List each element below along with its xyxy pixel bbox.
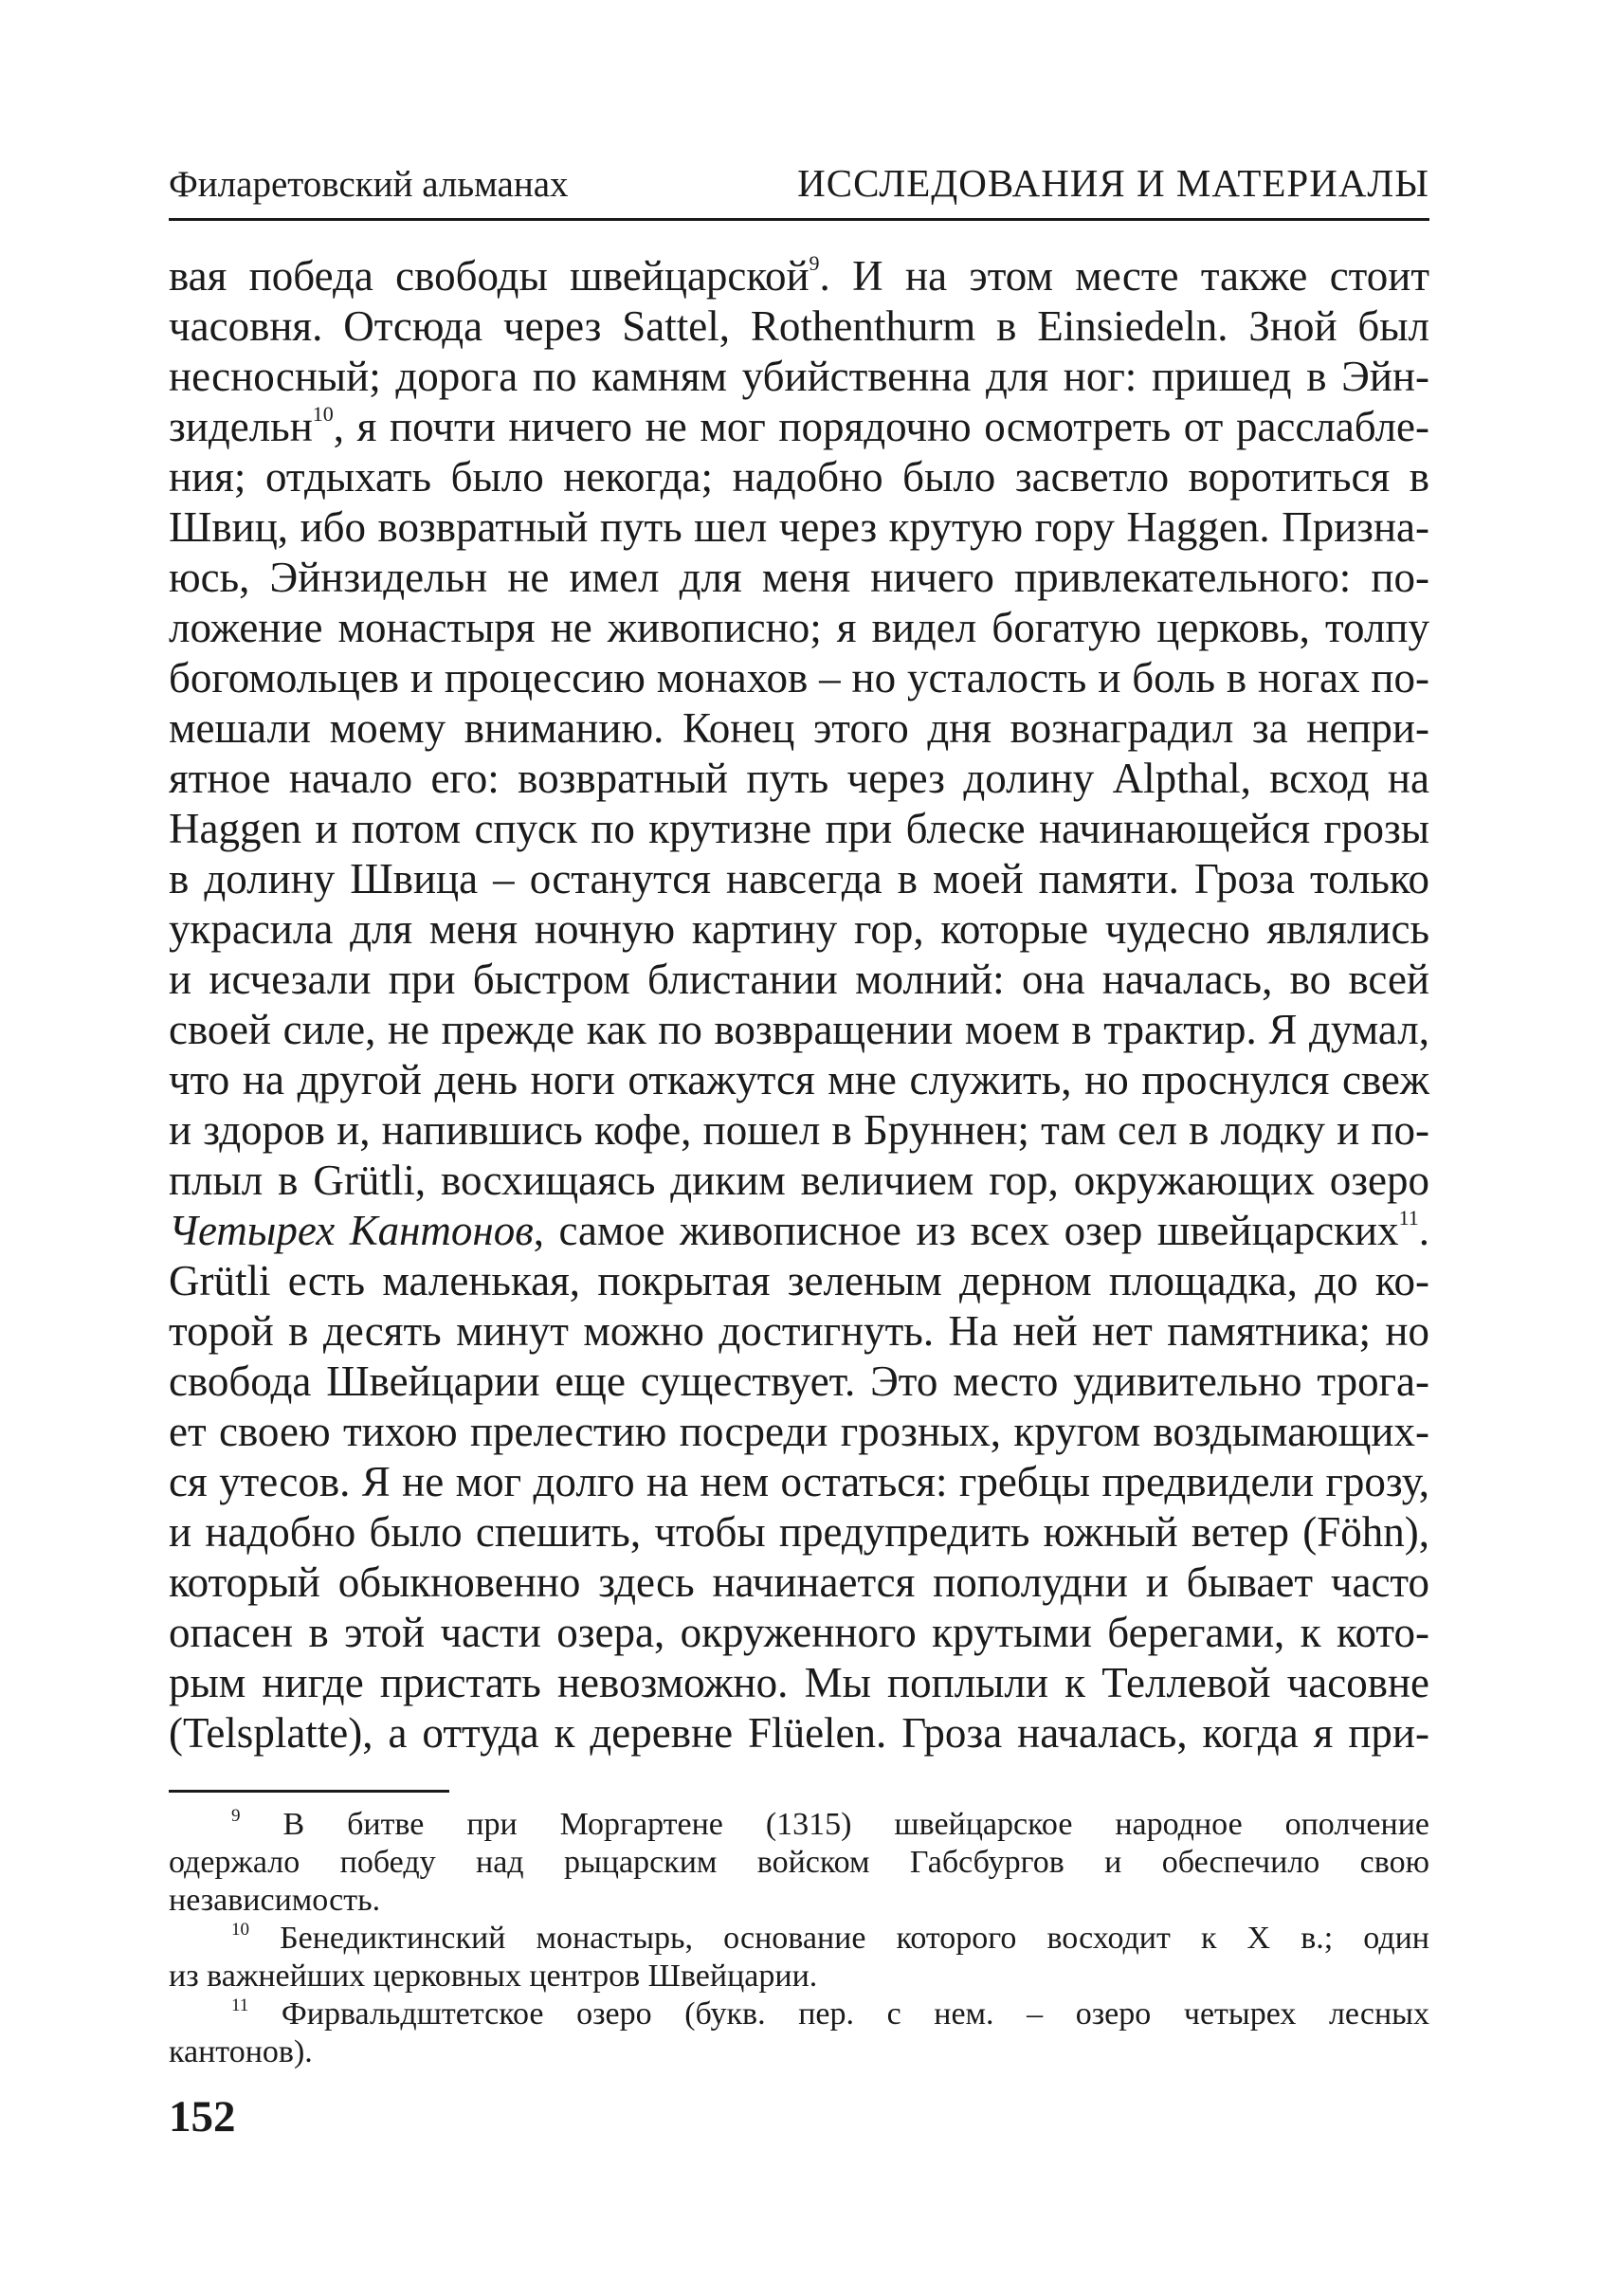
text-line: и надобно было спешить, чтобы предупредить южный ветер (Föhn), bbox=[169, 1508, 1429, 1556]
italic-term: Четырех Кантонов bbox=[169, 1207, 534, 1254]
footnote-10-line: $^{10}$ Бенедиктинский монастырь, основание которого восходит к X в.; один bbox=[231, 1920, 1430, 1956]
text-line: свобода Швейцарии еще существует. Это место удивительно трога- bbox=[169, 1358, 1429, 1405]
footnote-number: 10 bbox=[231, 1920, 249, 1940]
header-section-title: ИССЛЕДОВАНИЯ И МАТЕРИАЛЫ bbox=[797, 161, 1429, 205]
footnote-9-line: одержало победу над рыцарским войском Габсбургов и обеспечило свою bbox=[169, 1845, 1429, 1880]
header-journal-title: Филаретовский альманах bbox=[169, 164, 569, 205]
text-line: ет своею тихою прелестию посреди грозных, кругом воздымающих- bbox=[169, 1408, 1429, 1455]
text-line: опасен в этой части озера, окруженного крутыми берегами, к кото- bbox=[169, 1609, 1429, 1656]
text-line: и исчезали при быстром блистании молний: она началась, во всей bbox=[169, 956, 1429, 1003]
text-line: богомольцев и процессию монахов – но усталость и боль в ногах по- bbox=[169, 654, 1429, 702]
footnote-9-line: $^9$ В битве при Моргартене (1315) швейцарское народное ополчение bbox=[231, 1806, 1429, 1842]
footnote-11-line: кантонов). bbox=[169, 2034, 313, 2069]
text-line: Grütli есть маленькая, покрытая зеленым дерном площадка, до ко- bbox=[169, 1257, 1429, 1304]
text-line: зидельн$^{10}$, я почти ничего не мог порядочно осмотреть от расслабле- bbox=[169, 402, 1429, 450]
text-line: часовня. Отсюда через Sattel, Rothenthurm в Einsiedeln. Зной был bbox=[169, 302, 1429, 350]
text-line: юсь, Эйнзидельн не имел для меня ничего привлекательного: по- bbox=[169, 554, 1429, 601]
running-header bbox=[169, 155, 1429, 215]
footnote-ref: 9 bbox=[809, 251, 820, 275]
footnotes bbox=[169, 1806, 1429, 2071]
footnote-10-line: из важнейших церковных центров Швейцарии. bbox=[169, 1959, 818, 1994]
text-line: мешали моему вниманию. Конец этого дня вознаградил за непри- bbox=[169, 704, 1429, 752]
text-line: украсила для меня ночную картину гор, которые чудесно являлись bbox=[169, 905, 1429, 953]
text-line: вая победа свободы швейцарской$^9$. И на этом месте также стоит bbox=[169, 251, 1429, 300]
page-number: 152 bbox=[169, 2092, 236, 2141]
header-rule bbox=[169, 218, 1429, 221]
text-line: и здоров и, напившись кофе, пошел в Бруннен; там сел в лодку и по- bbox=[169, 1106, 1429, 1154]
footnote-number: 9 bbox=[231, 1806, 241, 1826]
footnote-ref: 11 bbox=[1398, 1206, 1419, 1230]
text-line: своей силе, не прежде как по возвращении моем в трактир. Я думал, bbox=[169, 1006, 1429, 1053]
text-line: несносный; дорога по камням убийственна для ног: пришед в Эйн- bbox=[169, 353, 1429, 400]
text-line: ложение монастыря не живописно; я видел богатую церковь, толпу bbox=[169, 604, 1429, 651]
text-line: ятное начало его: возвратный путь через долину Alpthal, всход на bbox=[169, 755, 1429, 802]
text-line: торой в десять минут можно достигнуть. На ней нет памятника; но bbox=[169, 1307, 1429, 1355]
text-line: что на другой день ноги откажутся мне служить, но проснулся свеж bbox=[169, 1056, 1429, 1103]
text-line: который обыкновенно здесь начинается пополудни и бывает часто bbox=[169, 1558, 1429, 1606]
footnote-9-line: независимость. bbox=[169, 1883, 381, 1918]
footnote-ref: 10 bbox=[312, 402, 334, 426]
text-line: плыл в Grütli, восхищаясь диким величием гор, окружающих озеро bbox=[169, 1157, 1429, 1204]
text-line: Швиц, ибо возвратный путь шел через крутую гору Haggen. Призна- bbox=[169, 503, 1429, 551]
footnote-rule bbox=[169, 1790, 449, 1793]
text-line: рым нигде пристать невозможно. Мы поплыли к Теллевой часовне bbox=[169, 1659, 1429, 1706]
text-line: (Telsplatte), а оттуда к деревне Flüelen. Гроза началась, когда я при- bbox=[169, 1709, 1429, 1757]
text-line: ния; отдыхать было некогда; надобно было засветло воротиться в bbox=[169, 453, 1429, 501]
footnote-11-line: $^{11}$ Фирвальдштетское озеро (букв. пер. с нем. – озеро четырех лесных bbox=[231, 1995, 1429, 2032]
text-line: в долину Швица – останутся навсегда в моей памяти. Гроза только bbox=[169, 855, 1429, 902]
text-line: ся утесов. Я не мог долго на нем остаться: гребцы предвидели грозу, bbox=[169, 1458, 1429, 1505]
text-line: Четырех Кантонов, самое живописное из всех озер швейцарских$^{11}$. bbox=[169, 1206, 1429, 1254]
footnote-number: 11 bbox=[231, 1995, 249, 2015]
text-line: Haggen и потом спуск по крутизне при блеске начинающейся грозы bbox=[169, 805, 1429, 852]
main-text bbox=[169, 251, 1429, 1758]
